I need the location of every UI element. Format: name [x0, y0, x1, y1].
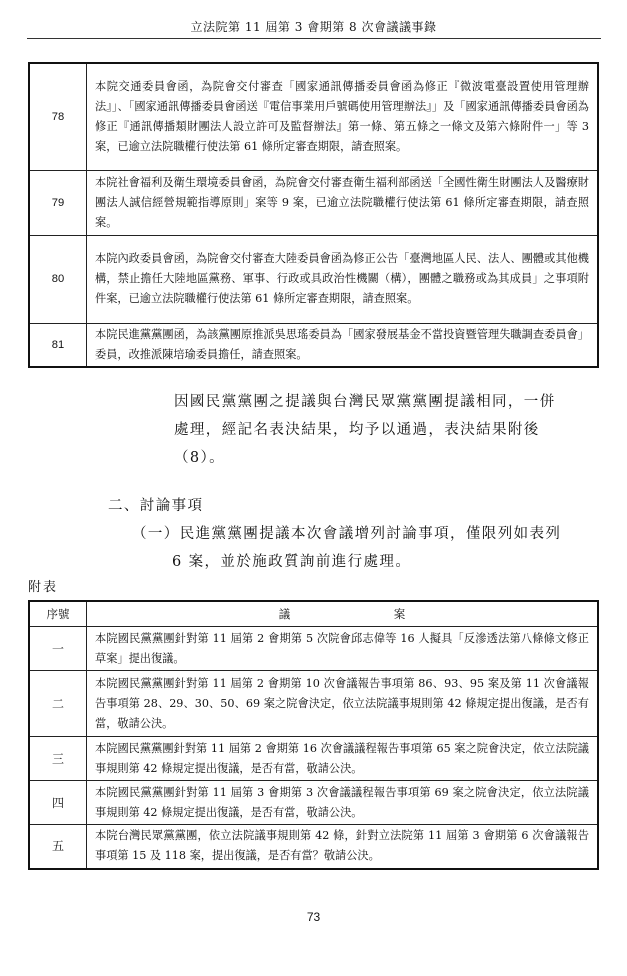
row-text: 本院國民黨黨團針對第 11 屆第 2 會期第 16 次會議議程報告事項第 65 案之院會決定，依立法院議事規則第 42 條規定提出復議，是否有當，敬請公決。 [87, 737, 599, 781]
row-number: 78 [29, 63, 87, 170]
table-row [29, 737, 598, 781]
paragraph-line: 6 案，並於施政質詢前進行處理。 [172, 554, 412, 570]
table-row [29, 323, 598, 367]
table-row [29, 235, 598, 323]
row-number: 81 [29, 323, 87, 367]
section-title: 二、討論事項 [108, 498, 204, 514]
paragraph-line: 因國民黨黨團之提議與台灣民眾黨黨團提議相同，一併 [174, 394, 556, 410]
table-row [29, 671, 598, 737]
table-row [29, 825, 598, 869]
table-row [29, 170, 598, 235]
row-text: 本院社會福利及衛生環境委員會函，為院會交付審查衛生福利部函送「全國性衛生財團法人及醫療財團法人誠信經營規範指導原則」案等 9 案，已逾立法院職權行使法第 61 條所定審查期限，請查照案。 [87, 170, 599, 235]
row-number: 一 [29, 627, 87, 671]
page-header: 立法院第 11 屆第 3 會期第 8 次會議議事錄 [190, 20, 437, 34]
column-header-number: 序號 [29, 601, 87, 627]
row-text: 本院民進黨黨團函，為該黨團原推派吳思瑤委員為「國家發展基金不當投資暨管理失職調查委員會」委員，改推派陳培瑜委員擔任，請查照案。 [87, 323, 599, 367]
table-row [29, 63, 598, 170]
row-text: 本院交通委員會函，為院會交付審查「國家通訊傳播委員會函為修正『微波電臺設置使用管理辦法』」、「國家通訊傳播委員會函送『電信事業用戶號碼使用管理辦法』」及「國家通訊傳播委員會函為修正『通訊傳播類財團法人設立許可及監督辦法』第一條、第五條之一條文及第六條附件一」等 3 案，已逾立法院職權行使法第 61 條所定審查期限，請查照案。 [87, 63, 599, 170]
row-number: 80 [29, 235, 87, 323]
paragraph-line: （一）民進黨黨團提議本次會議增列討論事項，僅限列如表列 [132, 526, 562, 542]
header-divider [27, 38, 601, 39]
table-row [29, 627, 598, 671]
attachment-table [28, 600, 599, 870]
row-text: 本院國民黨黨團針對第 11 屆第 2 會期第 5 次院會邱志偉等 16 人擬具「反滲透法第八條條文修正草案」提出復議。 [87, 627, 599, 671]
row-number: 79 [29, 170, 87, 235]
attachment-label: 附表 [28, 580, 59, 595]
row-number: 四 [29, 781, 87, 825]
motions-table [28, 62, 599, 368]
row-text: 本院台灣民眾黨黨團，依立法院議事規則第 42 條，針對立法院第 11 屆第 3 會期第 6 次會議報告事項第 15 及 118 案，提出復議，是否有當？敬請公決。 [87, 825, 599, 869]
column-header-case: 議 案 [87, 601, 599, 627]
row-text: 本院內政委員會函，為院會交付審查大陸委員會函為修正公告「臺灣地區人民、法人、團體或其他機構，禁止擔任大陸地區黨務、軍事、行政或具政治性機關（構），團體之職務或為其成員」之事項附件案，已逾立法院職權行使法第 61 條所定審查期限，請查照案。 [87, 235, 599, 323]
vote-result-paragraph [174, 388, 600, 472]
discussion-item [132, 520, 602, 576]
row-text: 本院國民黨黨團針對第 11 屆第 3 會期第 3 次會議議程報告事項第 69 案之院會決定，依立法院議事規則第 42 條規定提出復議，是否有當，敬請公決。 [87, 781, 599, 825]
row-text: 本院國民黨黨團針對第 11 屆第 2 會期第 10 次會議報告事項第 86、93、95 案及第 11 次會議報告事項第 28、29、30、50、69 案之院會決定，依立法院議事規則第 42 條規定提出復議，是否有當，敬請公決。 [87, 671, 599, 737]
table-row [29, 781, 598, 825]
paragraph-line: （8）。 [174, 450, 226, 466]
row-number: 二 [29, 671, 87, 737]
row-number: 三 [29, 737, 87, 781]
table-header-row [29, 601, 598, 627]
page-number: 73 [306, 910, 321, 924]
row-number: 五 [29, 825, 87, 869]
paragraph-line: 處理，經記名表決結果，均予以通過，表決結果附後 [174, 422, 540, 438]
